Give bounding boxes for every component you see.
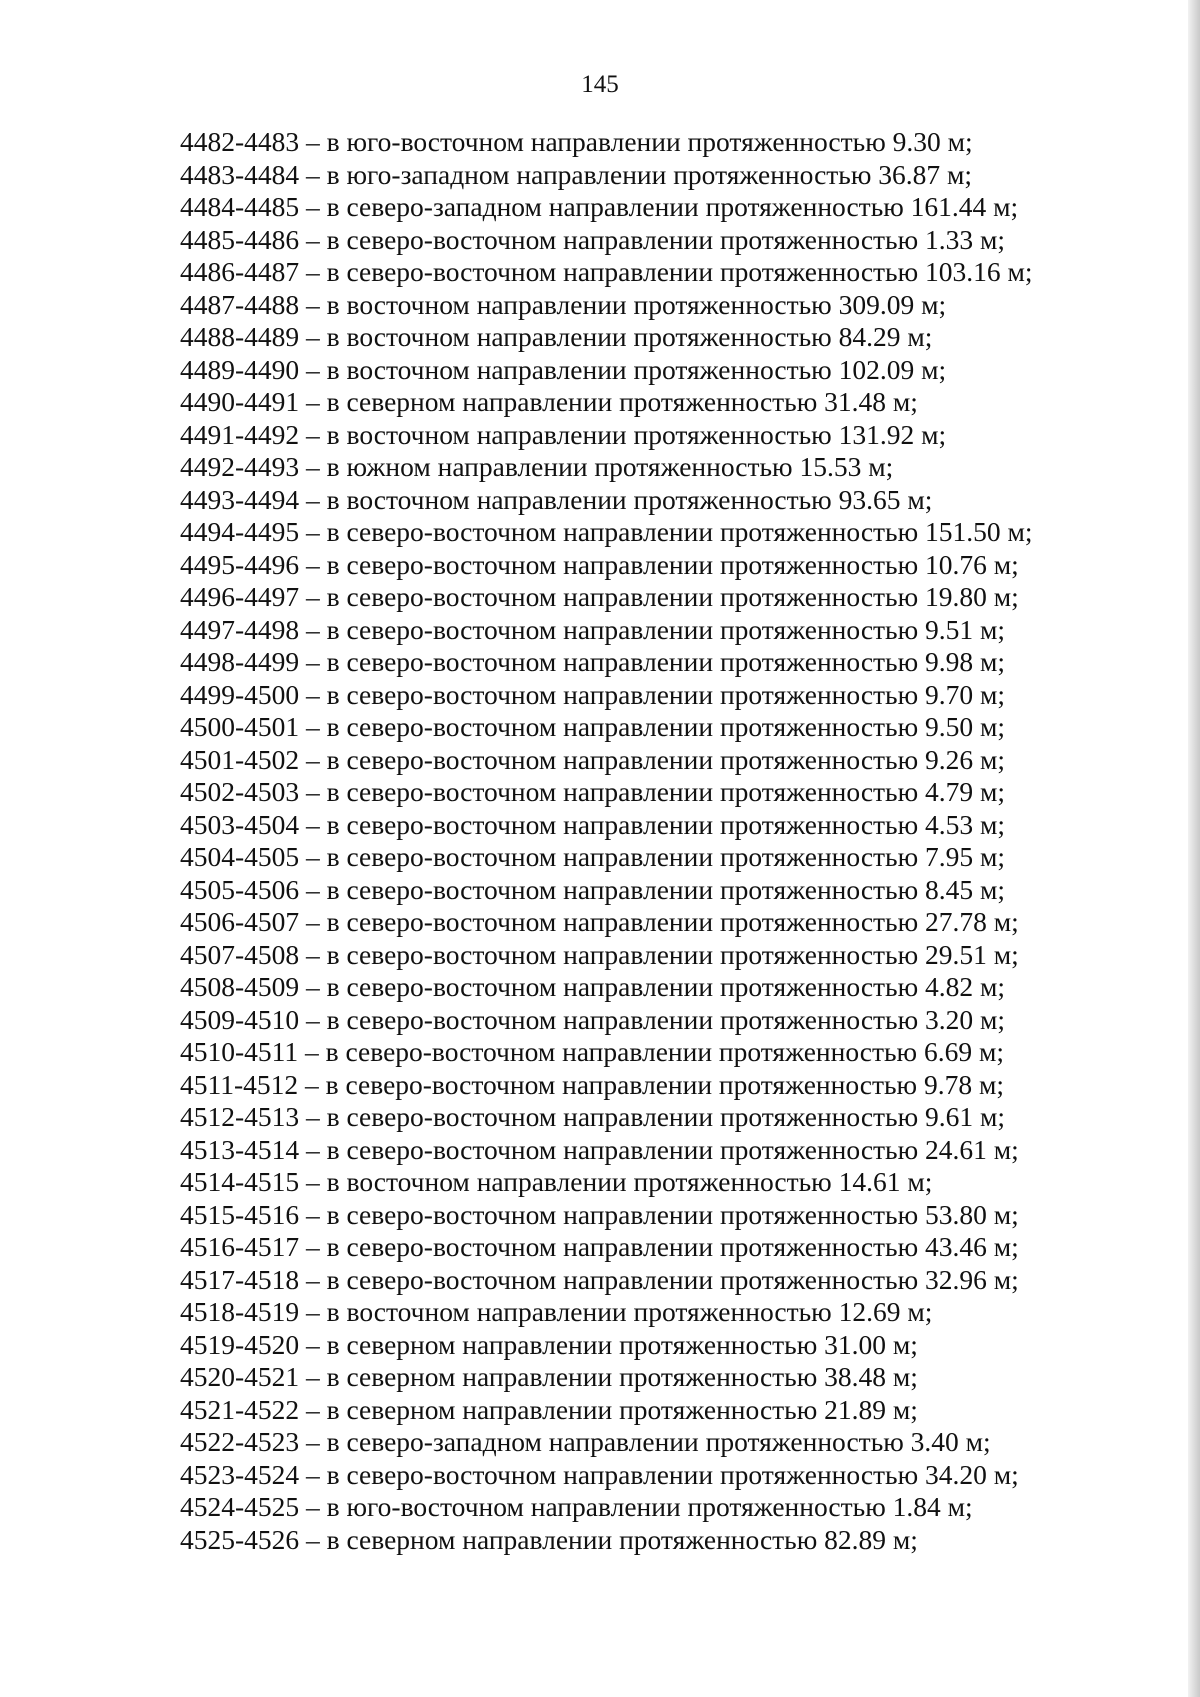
boundary-segment-line: 4482-4483 – в юго-восточном направлении протяженностью 9.30 м; (180, 126, 973, 157)
boundary-segment-line: 4497-4498 – в северо-восточном направлении протяженностью 9.51 м; (180, 613, 1006, 645)
boundary-segment-line: 4485-4486 – в северо-восточном направлении протяженностью 1.33 м; (180, 223, 1006, 255)
boundary-segment-line: 4501-4502 – в северо-восточном направлении протяженностью 9.26 м; (180, 743, 1006, 775)
boundary-segment-line: 4494-4495 – в северо-восточном направлении протяженностью 151.50 м; (180, 516, 1033, 547)
boundary-segment-line: 4513-4514 – в северо-восточном направлении протяженностью 24.61 м; (180, 1133, 1019, 1165)
boundary-segment-line: 4506-4507 – в северо-восточном направлении протяженностью 27.78 м; (180, 906, 1019, 937)
boundary-segment-line: 4525-4526 – в северном направлении протяженностью 82.89 м; (180, 1523, 918, 1555)
boundary-segment-line: 4524-4525 – в юго-восточном направлении протяженностью 1.84 м; (180, 1491, 973, 1522)
boundary-segment-line: 4504-4505 – в северо-восточном направлении протяженностью 7.95 м; (180, 841, 1006, 872)
boundary-segment-line: 4516-4517 – в северо-восточном направлении протяженностью 43.46 м; (180, 1231, 1019, 1262)
boundary-segment-line: 4487-4488 – в восточном направлении протяженностью 309.09 м; (180, 288, 947, 320)
boundary-segment-line: 4492-4493 – в южном направлении протяженностью 15.53 м; (180, 451, 894, 482)
boundary-segment-line: 4483-4484 – в юго-западном направлении протяженностью 36.87 м; (180, 158, 973, 190)
boundary-segment-line: 4512-4513 – в северо-восточном направлении протяженностью 9.61 м; (180, 1101, 1006, 1132)
boundary-segment-list (180, 126, 1080, 1556)
boundary-segment-line: 4499-4500 – в северо-восточном направлении протяженностью 9.70 м; (180, 678, 1006, 710)
boundary-segment-line: 4514-4515 – в восточном направлении протяженностью 14.61 м; (180, 1166, 933, 1197)
boundary-segment-line: 4510-4511 – в северо-восточном направлении протяженностью 6.69 м; (180, 1036, 1005, 1067)
boundary-segment-line: 4522-4523 – в северо-западном направлении протяженностью 3.40 м; (180, 1426, 991, 1457)
boundary-segment-line: 4502-4503 – в северо-восточном направлении протяженностью 4.79 м; (180, 776, 1006, 807)
boundary-segment-line: 4495-4496 – в северо-восточном направлении протяженностью 10.76 м; (180, 548, 1019, 580)
boundary-segment-line: 4486-4487 – в северо-восточном направлении протяженностью 103.16 м; (180, 256, 1033, 287)
boundary-segment-line: 4490-4491 – в северном направлении протяженностью 31.48 м; (180, 386, 918, 417)
boundary-segment-line: 4518-4519 – в восточном направлении протяженностью 12.69 м; (180, 1296, 933, 1327)
boundary-segment-line: 4515-4516 – в северо-восточном направлении протяженностью 53.80 м; (180, 1198, 1019, 1230)
boundary-segment-line: 4496-4497 – в северо-восточном направлении протяженностью 19.80 м; (180, 581, 1019, 612)
boundary-segment-line: 4505-4506 – в северо-восточном направлении протяженностью 8.45 м; (180, 873, 1006, 905)
boundary-segment-line: 4488-4489 – в восточном направлении протяженностью 84.29 м; (180, 321, 933, 352)
page-number: 145 (581, 71, 619, 98)
boundary-segment-line: 4489-4490 – в восточном направлении протяженностью 102.09 м; (180, 353, 947, 385)
boundary-segment-line: 4508-4509 – в северо-восточном направлении протяженностью 4.82 м; (180, 971, 1006, 1002)
boundary-segment-line: 4523-4524 – в северо-восточном направлении протяженностью 34.20 м; (180, 1458, 1019, 1490)
boundary-segment-line: 4493-4494 – в восточном направлении протяженностью 93.65 м; (180, 483, 933, 515)
scan-edge-shadow (1188, 0, 1200, 1697)
boundary-segment-line: 4511-4512 – в северо-восточном направлении протяженностью 9.78 м; (180, 1068, 1005, 1100)
boundary-segment-line: 4517-4518 – в северо-восточном направлении протяженностью 32.96 м; (180, 1263, 1019, 1295)
boundary-segment-line: 4507-4508 – в северо-восточном направлении протяженностью 29.51 м; (180, 938, 1019, 970)
boundary-segment-line: 4521-4522 – в северном направлении протяженностью 21.89 м; (180, 1393, 918, 1425)
boundary-segment-line: 4503-4504 – в северо-восточном направлении протяженностью 4.53 м; (180, 808, 1006, 840)
boundary-segment-line: 4519-4520 – в северном направлении протяженностью 31.00 м; (180, 1328, 918, 1360)
boundary-segment-line: 4500-4501 – в северо-восточном направлении протяженностью 9.50 м; (180, 711, 1006, 742)
boundary-segment-line: 4509-4510 – в северо-восточном направлении протяженностью 3.20 м; (180, 1003, 1006, 1035)
boundary-segment-line: 4491-4492 – в восточном направлении протяженностью 131.92 м; (180, 418, 947, 450)
boundary-segment-line: 4520-4521 – в северном направлении протяженностью 38.48 м; (180, 1361, 918, 1392)
boundary-segment-line: 4498-4499 – в северо-восточном направлении протяженностью 9.98 м; (180, 646, 1006, 677)
boundary-segment-line: 4484-4485 – в северо-западном направлении протяженностью 161.44 м; (180, 191, 1019, 222)
